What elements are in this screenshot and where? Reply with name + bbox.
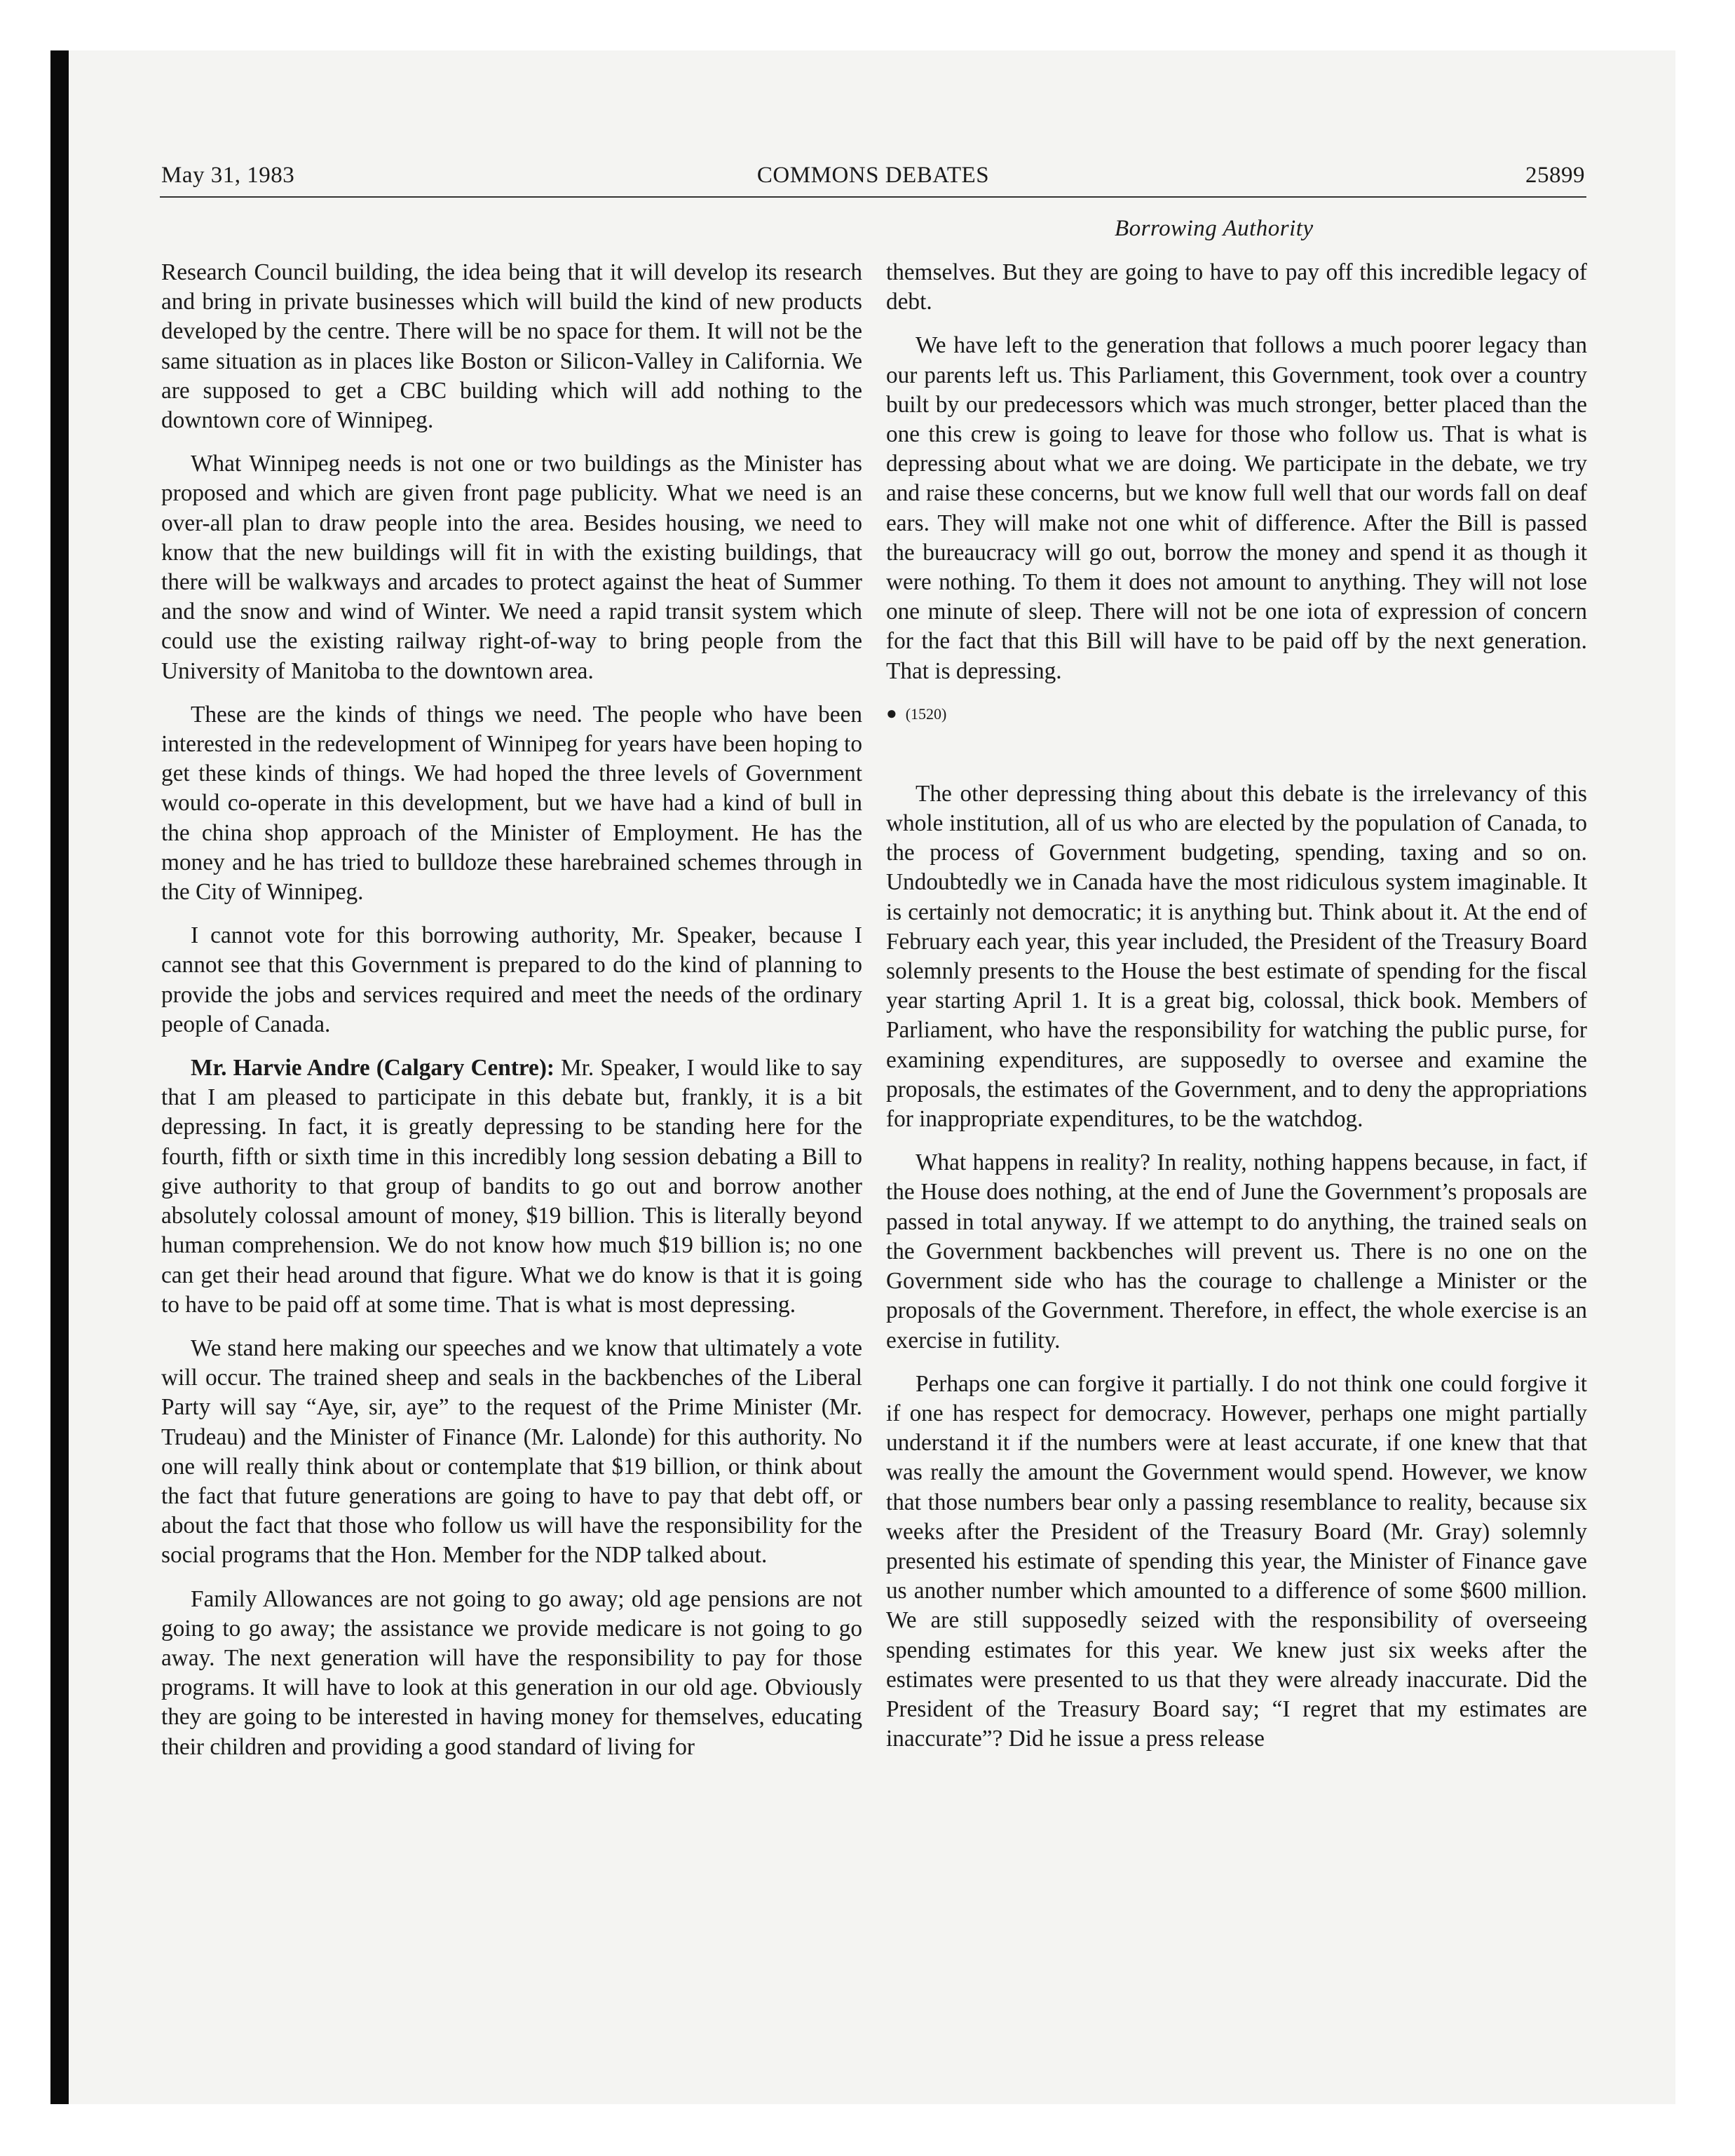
time-marker [886, 703, 1587, 725]
speech-paragraph [161, 1053, 862, 1320]
paragraph: I cannot vote for this borrowing authority, Mr. Speaker, because I cannot see that this Government is prepared to do the kind of planning to provide the jobs and services required and meet the needs of the ordinary people of Canada. [161, 922, 862, 1037]
bullet-icon: ● [886, 702, 897, 723]
speaker-name: Mr. Harvie Andre (Calgary Centre): [191, 1055, 555, 1082]
paragraph: We stand here making our speeches and we know that ultimately a vote will occur. The trained sheep and seals in the backbenches of the Liberal Party will say “Aye, sir, aye” to the request of the Prime Minister (Mr. Trudeau) and the Minister of Finance (Mr. Lalonde) for this authority. No one will really think about or contemplate that $19 billion, or think about the fact that future generations are going to have to pay that debt off, or about the fact that those who follow us will have the responsibility for the social programs that the Hon. Member for the NDP talked about. [161, 1335, 862, 1569]
paragraph: Research Council building, the idea being that it will develop its research and bring in private businesses which will build the kind of new products developed by the centre. There will be no space for them. It will not be the same situation as in places like Boston or Silicon-Valley in California. We are supposed to get a CBC building which will add nothing to the downtown core of Winnipeg. [161, 259, 862, 434]
time-marker-text: (1520) [905, 704, 947, 723]
scan-edge [50, 50, 69, 2104]
paragraph: What Winnipeg needs is not one or two buildings as the Minister has proposed and which are given front page publicity. What we need is an over-all plan to draw people into the area. Besides housing, we need to know that the new buildings will fit in with the existing buildings, that there will be walkways and arcades to protect against the heat of Summer and the snow and wind of Winter. We need a rapid transit system which could use the existing railway right-of-way to bring people from the University of Manitoba to the downtown area. [161, 451, 862, 684]
paragraph: Perhaps one can forgive it partially. I do not think one could forgive it if one has respect for democracy. However, perhaps one might partially understand it if the numbers were at least accurate, if one knew that that was really the amount the Government would spend. However, we know that those numbers bear only a passing resemblance to reality, because six weeks after the President of the Treasury Board (Mr. Gray) solemnly presented his estimate of spending this year, the Minister of Finance gave us another number which amounted to a difference of some $600 million. We are still supposedly seized with the responsibility of overseeing spending estimates for this year. We knew just six weeks after the estimates were presented to us that they were already inaccurate. Did the President of the Treasury Board say; “I regret that my estimates are inaccurate”? Did he issue a press release [886, 1370, 1587, 1752]
left-column [161, 258, 862, 1776]
header-date: May 31, 1983 [161, 163, 295, 188]
page-header [160, 163, 1586, 198]
publication-title: COMMONS DEBATES [756, 163, 990, 188]
right-column [886, 258, 1587, 1768]
section-title: Borrowing Authority [1115, 216, 1314, 241]
paragraph: What happens in reality? In reality, nothing happens because, in fact, if the House does nothing, at the end of June the Government’s proposals are passed in total anyway. If we attempt to do anything, the trained seals on the Government backbenches will prevent us. There is no one on the Government side who has the courage to challenge a Minister or the proposals of the Government. Therefore, in effect, the whole exercise is an exercise in futility. [886, 1149, 1587, 1353]
paragraph: themselves. But they are going to have to pay off this incredible legacy of debt. [886, 259, 1587, 315]
page-number: 25899 [1525, 163, 1585, 188]
paragraph: Family Allowances are not going to go away; old age pensions are not going to go away; the assistance we provide medicare is not going to go away. The next generation will have the responsibility to pay for those programs. It will have to look at this generation in our old age. Obviously they are going to be interested in having money for themselves, educating their children and providing a good standard of living for [161, 1585, 862, 1760]
paragraph: We have left to the generation that follows a much poorer legacy than our parents left us. This Parliament, this Government, took over a country built by our predecessors which was much stronger, better placed than the one this crew is going to leave for those who follow us. That is what is depressing about what we are doing. We participate in the debate, we try and raise these concerns, but we know full well that our words fall on deaf ears. They will make not one whit of difference. After the Bill is passed the bureaucracy will go out, borrow the money and spend it as though it were nothing. To them it does not amount to anything. They will not lose one minute of sleep. There will not be one iota of expression of concern for the fact that this Bill will have to be paid off by the next generation. That is depressing. [886, 332, 1587, 684]
speech-text: Mr. Speaker, I would like to say that I am pleased to participate in this debate but, frankly, it is a bit depressing. In fact, it is greatly depressing to be standing here for the fourth, fifth or sixth time in this incredibly long session debating a Bill to give authority to that group of bandits to go out and borrow another absolutely colossal amount of money, $19 billion. This is literally beyond human comprehension. We do not know how much $19 billion is; no one can get their head around that figure. What we do know is that it is going to have to be paid off at some time. That is what is most depressing. [161, 1055, 863, 1318]
paragraph: These are the kinds of things we need. The people who have been interested in the redevelopment of Winnipeg for years have been hoping to get these kinds of things. We had hoped the three levels of Government would co-operate in this development, but we have had a kind of bull in the china shop approach of the Minister of Employment. He has the money and he has tried to bulldoze these harebrained schemes through in the City of Winnipeg. [161, 701, 862, 906]
paragraph: The other depressing thing about this debate is the irrelevancy of this whole institution, all of us who are elected by the population of Canada, to the process of Government budgeting, spending, taxing and so on. Undoubtedly we in Canada have the most ridiculous system imaginable. It is certainly not democratic; it is anything but. Think about it. At the end of February each year, this year included, the President of the Treasury Board solemnly presents to the House the best estimate of spending for the fiscal year starting April 1. It is a great big, colossal, thick book. Members of Parliament, who have the responsibility for watching the public purse, for examining expenditures, are supposedly to oversee and examine the proposals, the estimates of the Government, and to deny the appropriations for inappropriate expenditures, to be the watchdog. [886, 780, 1587, 1133]
